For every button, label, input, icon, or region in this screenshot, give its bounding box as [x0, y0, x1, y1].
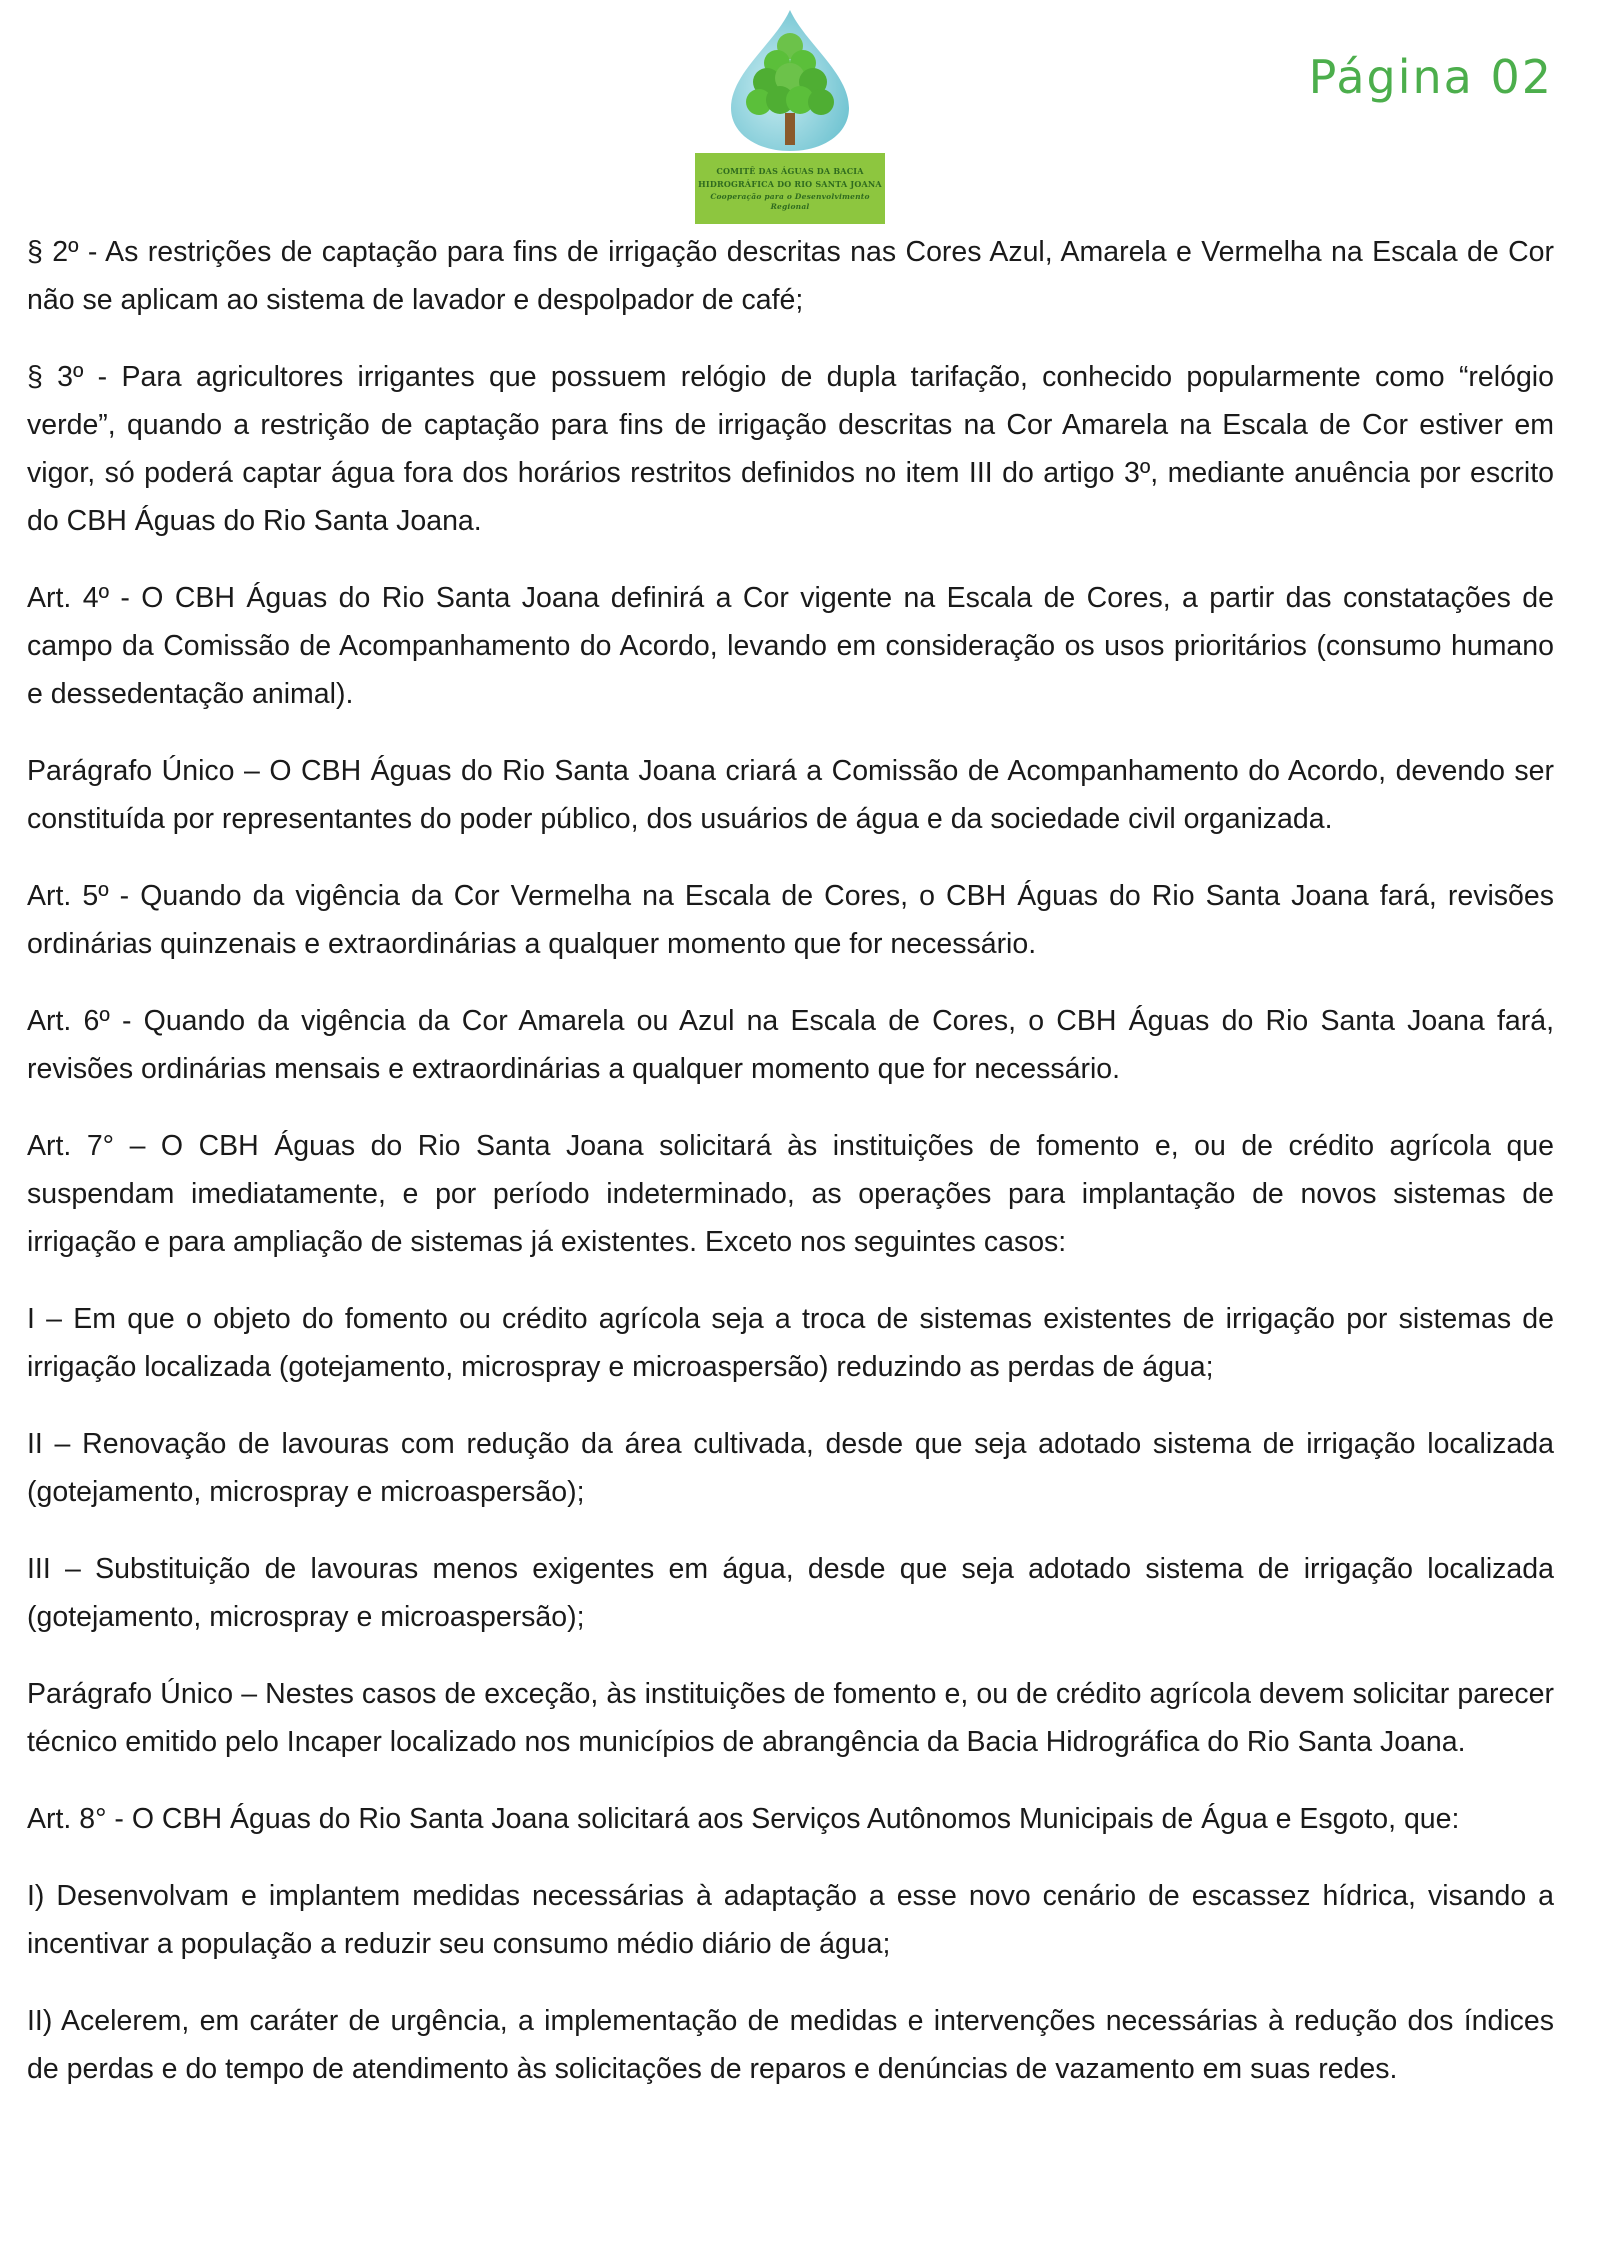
article-7-item-i: I – Em que o objeto do fomento ou crédito agrícola seja a troca de sistemas existentes de irrigação por sistemas de irrigação localizada (gotejamento, microspray e microaspersão) reduzindo as perdas de água; — [27, 1303, 1554, 1383]
article-6: Art. 6º - Quando da vigência da Cor Amarela ou Azul na Escala de Cores, o CBH Águas do Rio Santa Joana fará, revisões ordinárias mensais e extraordinárias a qualquer momento que for necessário. — [27, 1005, 1554, 1085]
water-drop-tree-icon — [695, 8, 885, 153]
paragraph-2: § 2º - As restrições de captação para fins de irrigação descritas nas Cores Azul, Amarela e Vermelha na Escala de Cor não se aplicam ao sistema de lavador e despolpador de café; — [27, 236, 1554, 316]
article-8: Art. 8° - O CBH Águas do Rio Santa Joana solicitará aos Serviços Autônomos Municipais de Água e Esgoto, que: — [27, 1803, 1460, 1835]
article-4-sole-paragraph: Parágrafo Único – O CBH Águas do Rio Santa Joana criará a Comissão de Acompanhamento do Acordo, devendo ser constituída por representantes do poder público, dos usuários de água e da sociedade civil organizada. — [27, 755, 1554, 835]
logo-line-2: HIDROGRÁFICA DO RIO SANTA JOANA — [698, 178, 882, 189]
logo-line-1: COMITÊ DAS ÁGUAS DA BACIA — [716, 165, 864, 176]
logo-banner — [695, 153, 885, 224]
logo-tagline: Cooperação para o Desenvolvimento Regional — [710, 191, 870, 211]
article-8-item-ii: II) Acelerem, em caráter de urgência, a implementação de medidas e intervenções necessárias à redução dos índices de perdas e do tempo de atendimento às solicitações de reparos e denúncias de vazamento em suas redes. — [27, 2005, 1554, 2085]
page-number: Página 02 — [1308, 50, 1553, 104]
article-5: Art. 5º - Quando da vigência da Cor Vermelha na Escala de Cores, o CBH Águas do Rio Santa Joana fará, revisões ordinárias quinzenais e extraordinárias a qualquer momento que for necessário. — [27, 880, 1554, 960]
paragraph-3: § 3º - Para agricultores irrigantes que possuem relógio de dupla tarifação, conhecido popularmente como “relógio verde”, quando a restrição de captação para fins de irrigação descritas na Cor Amarela na Escala de Cor estiver em vigor, só poderá captar água fora dos horários restritos definidos no item III do artigo 3º, mediante anuência por escrito do CBH Águas do Rio Santa Joana. — [27, 361, 1554, 537]
cbh-logo — [695, 8, 885, 224]
article-7-sole-paragraph: Parágrafo Único – Nestes casos de exceção, às instituições de fomento e, ou de crédito agrícola devem solicitar parecer técnico emitido pelo Incaper localizado nos municípios de abrangência da Bacia Hidrográfica do Rio Santa Joana. — [27, 1678, 1554, 1758]
article-8-item-i: I) Desenvolvam e implantem medidas necessárias à adaptação a esse novo cenário de escassez hídrica, visando a incentivar a população a reduzir seu consumo médio diário de água; — [27, 1880, 1554, 1960]
article-4: Art. 4º - O CBH Águas do Rio Santa Joana definirá a Cor vigente na Escala de Cores, a partir das constatações de campo da Comissão de Acompanhamento do Acordo, levando em consideração os usos prioritários (consumo humano e dessedentação animal). — [27, 582, 1554, 710]
article-7-item-ii: II – Renovação de lavouras com redução da área cultivada, desde que seja adotado sistema de irrigação localizada (gotejamento, microspray e microaspersão); — [27, 1428, 1554, 1508]
article-7-item-iii: III – Substituição de lavouras menos exigentes em água, desde que seja adotado sistema de irrigação localizada (gotejamento, microspray e microaspersão); — [27, 1553, 1554, 1633]
document-body — [27, 228, 1554, 2122]
article-7: Art. 7° – O CBH Águas do Rio Santa Joana solicitará às instituições de fomento e, ou de crédito agrícola que suspendam imediatamente, e por período indeterminado, as operações para implantação de novos sistemas de irrigação e para ampliação de sistemas já existentes. Exceto nos seguintes casos: — [27, 1130, 1554, 1258]
